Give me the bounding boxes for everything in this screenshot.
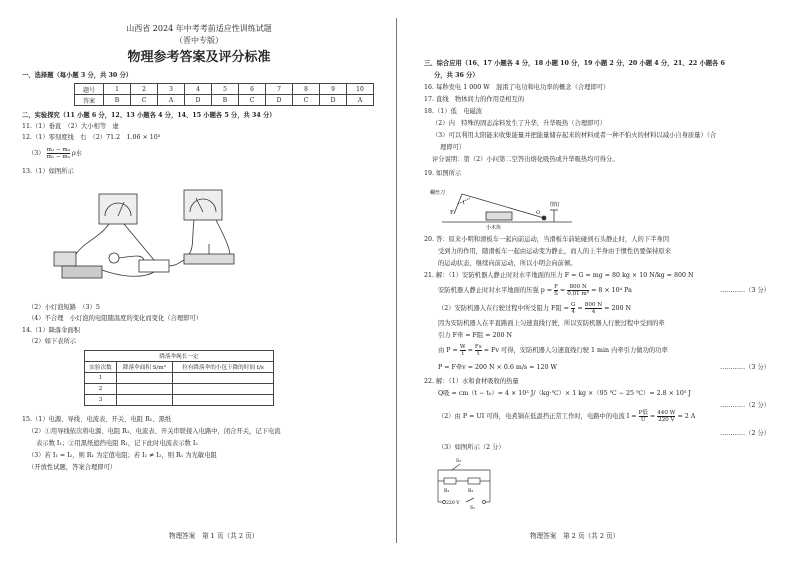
figure-label: l	[463, 200, 465, 206]
answer-letter: D	[185, 95, 212, 106]
page-footer: 物理答案 第 2 页（共 2 页）	[530, 532, 620, 540]
figure-label: 小木块	[486, 225, 502, 231]
answer-q16: 16. 每秒发电 1 000 W 混淆了电功和电功率的概念（合理即可）	[424, 84, 610, 91]
question-number: 3	[158, 84, 185, 95]
page-one	[14, 0, 394, 562]
answer-q22-current: （2）由 P = UI 可得，电煮锅在低温挡正常工作时，电路中的电流 I = $\frac{\text{P低}}{U}$ = $\frac{440 W}{220 V}$ = 2 A	[438, 410, 696, 423]
answer-letter: D	[266, 95, 293, 106]
figure-label: O	[536, 210, 541, 216]
answer-q11: 11.（1）垂直 （2）大小相等 虚	[22, 123, 119, 130]
choice-answer-table	[74, 83, 374, 106]
answer-q13: 13.（1）如图所示	[22, 168, 74, 175]
answer-q12-3: （3） $\frac{\text{m₂ − m₀}}{\text{m₁ − m₀}}$ ρ水	[28, 147, 82, 160]
question-number: 10	[347, 84, 374, 95]
table-header: 实验次数	[85, 362, 117, 373]
table-header: 降落伞面积 S/m²	[116, 362, 172, 373]
figure-label: R₂	[468, 489, 474, 494]
lever-diagram	[432, 180, 582, 230]
question-number: 7	[266, 84, 293, 95]
section-3-title-cont: 分，共 36 分）	[434, 72, 479, 79]
answer-q22-heat: Q吸 = cm（t − t₀）= 4 × 10³ J/（kg·℃）× 1 kg ×（95 ℃ − 25 ℃）= 2.8 × 10⁵ J	[438, 390, 691, 397]
answer-q15: 15.（1）电源、导线、电流表、开关、电阻 R₁、黑纸	[22, 416, 172, 423]
experiment-table	[84, 350, 274, 406]
score-mark: …………（2 分）	[720, 430, 771, 437]
question-number: 6	[239, 84, 266, 95]
page-title: 物理参考答案及评分标准	[127, 50, 271, 65]
question-number: 5	[212, 84, 239, 95]
circuit-diagram	[44, 178, 254, 298]
question-number: 4	[185, 84, 212, 95]
answer-q22: 22. 解：（1）水和食材吸收的热量	[424, 378, 519, 385]
figure-label: S₂	[456, 459, 461, 464]
figure-label: 220 V	[446, 501, 460, 506]
answer-letter: C	[239, 95, 266, 106]
answer-q19: 19. 如图所示	[424, 170, 462, 177]
column-divider	[396, 18, 397, 543]
table-cell: 2	[85, 384, 117, 395]
figure-label: 螺丝刀	[430, 190, 446, 196]
answer-letter: B	[104, 95, 131, 106]
answer-q18-3a: （3）可以利用太阳能来收集能量并把能量储存起来的材料或者一种不怕火的材料以减小自身质量）（合	[432, 132, 717, 139]
question-number: 1	[104, 84, 131, 95]
figure-label: 图钉	[550, 202, 561, 208]
score-mark: …………（3 分）	[720, 287, 771, 294]
answer-q14: 14.（1）降落伞面积	[22, 327, 81, 334]
figure-label: R₁	[444, 489, 450, 494]
answer-letter: A	[347, 95, 374, 106]
exam-subheader: （晋中专版）	[175, 36, 223, 45]
page-footer: 物理答案 第 1 页（共 2 页）	[169, 532, 259, 540]
answer-letter: D	[320, 95, 347, 106]
answer-q21-4b: 引力 F牵 = F阻 = 200 N	[438, 332, 513, 339]
exam-header: 山西省 2024 年中考考前适应性训练试题	[126, 24, 272, 33]
answer-q21: 21. 解：（1）安防机器人静止时对水平地面的压力 F = G = mg = 80 kg × 10 N/kg = 800 N	[424, 272, 694, 279]
answer-q12: 12.（1）零刻度线 右 （2）71.2 1.06 × 10³	[22, 134, 161, 141]
answer-q18: 18.（1）低 电磁波	[424, 108, 483, 115]
table-row-label: 题号	[75, 84, 104, 95]
page-two	[410, 0, 790, 562]
answer-q21-resistance: （2）安防机器人在行驶过程中所受阻力 F阻 = $\frac{G}{4}$ = $\frac{800 N}{4}$ = 200 N	[438, 302, 631, 315]
answer-q18-2: （2）内 特殊的固态涂料发生了升华，升华吸热（合理即可）	[432, 120, 607, 127]
question-number: 9	[320, 84, 347, 95]
question-number: 8	[293, 84, 320, 95]
answer-q13-4: （4）不合理 小灯泡的电阻随温度的变化而变化（合理即可）	[28, 315, 203, 322]
table-cell: 1	[85, 373, 117, 384]
answer-q14-2: （2）如下表所示	[28, 338, 77, 345]
answer-q15-3: （3）若 I₁ = I₂，则 R₁ 为定值电阻；若 I₁ ≠ I₂，则 R₁ 为光敏电阻	[28, 452, 217, 459]
cooker-circuit-diagram	[430, 454, 510, 510]
answer-q15-2b: 表示数 I₁；②用黑纸遮挡电阻 R₁，记下此时电流表示数 I₂	[36, 440, 198, 447]
answer-q21-power: 由 P = $\frac{W}{t}$ = $\frac{Fs}{t}$ = Fv 可得，安防机器人匀速直线行驶 1 min 内牵引力做功的功率	[438, 344, 668, 357]
score-mark: …………（2 分）	[720, 402, 771, 409]
answer-q21-4a: 因为安防机器人在平直路面上匀速直线行驶，所以安防机器人行驶过程中受到的牵	[438, 320, 665, 327]
table-row-label: 答案	[75, 95, 104, 106]
score-mark: …………（3 分）	[720, 364, 771, 371]
answer-q21-6: P = F牵v = 200 N × 0.6 m/s = 120 W	[438, 364, 557, 371]
answer-q18-3b: 理即可）	[440, 144, 466, 151]
figure-label: F	[450, 210, 454, 216]
figure-label: S₁	[470, 506, 475, 511]
answer-letter: C	[131, 95, 158, 106]
answer-q15-4: （开放性试题，答案合理即可）	[28, 464, 117, 471]
section-3-title: 三、综合应用（16、17 小题各 4 分，18 小题 10 分，19 小题 2 分，20 小题 4 分，21、22 小题各 6	[424, 60, 725, 67]
answer-letter: A	[158, 95, 185, 106]
answer-q13-2: （2）小灯泡短路 （3）5	[28, 304, 100, 311]
answer-q20a: 20. 答：原来小明和滑板车一起向前运动，当滑板车前轮碰到石头静止时，人的下半身因	[424, 236, 670, 243]
answer-q22-3: （3）如图所示（2 分）	[438, 444, 505, 451]
table-header: 拉有降落伞的小包下降的时间 t/s	[173, 362, 274, 373]
answer-letter: C	[293, 95, 320, 106]
answer-q17: 17. 直线 物体间力的作用是相互的	[424, 96, 525, 103]
answer-letter: B	[212, 95, 239, 106]
table-caption: 降落伞绳长一定	[85, 351, 274, 362]
scoring-note: 评分说明：第（2）小问第二空答出熔化吸热或升华吸热均可得分。	[432, 156, 619, 163]
table-cell: 3	[85, 395, 117, 406]
answer-q21-pressure: 安防机器人静止时对水平地面的压强 p = $\frac{F}{S}$ = $\frac{800 N}{\text{0.01 m²}}$ = 8 × 10⁴ Pa	[438, 284, 632, 297]
answer-q20b: 受到力的作用，随滑板车一起由运动变为静止，而人的上半身由于惯性仍要保持原来	[438, 248, 671, 255]
density-fraction: $\frac{\text{m₂ − m₀}}{\text{m₁ − m₀}}$	[46, 147, 70, 160]
answer-q20c: 的运动状态，继续向前运动，所以小明会向前倾。	[438, 260, 577, 267]
answer-q15-2a: （2）①用导线依次将电源、电阻 R₁、电流表、开关串联接入电路中，闭合开关，记下电流	[28, 428, 281, 435]
question-number: 2	[131, 84, 158, 95]
section-1-title: 一、选择题（每小题 3 分，共 30 分）	[22, 72, 133, 79]
section-2-title: 二、实验探究（11 小题 6 分，12、13 小题各 4 分，14、15 小题各 5 分，共 34 分）	[22, 112, 276, 119]
